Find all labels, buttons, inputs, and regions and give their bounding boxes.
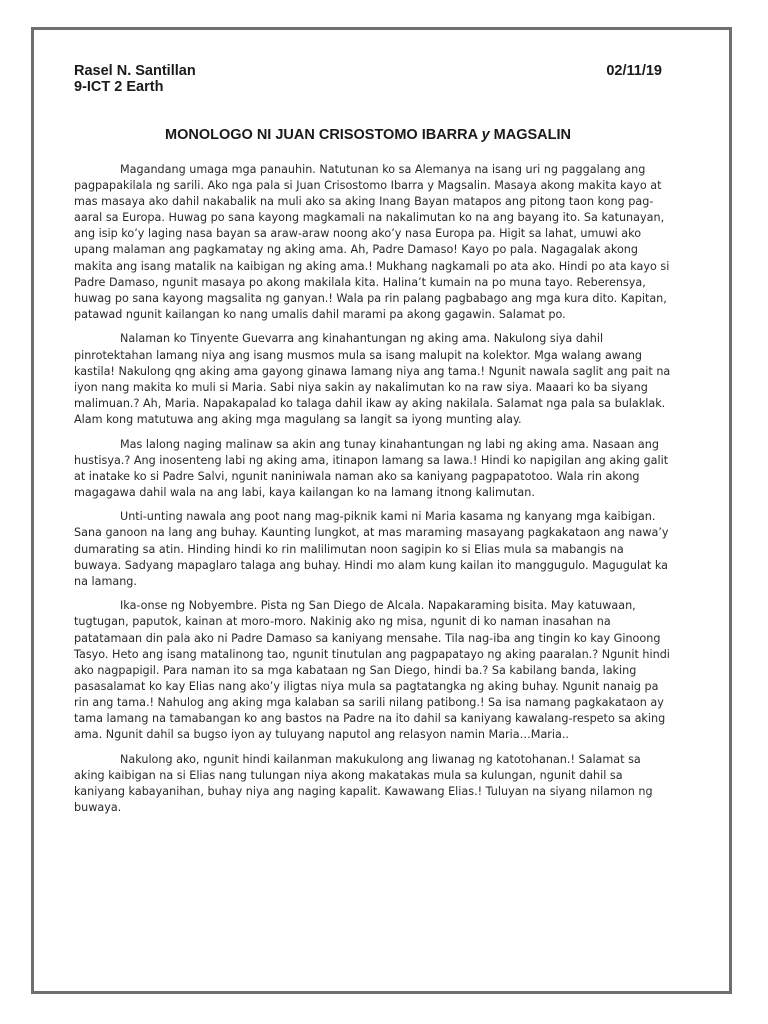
document-title bbox=[74, 127, 662, 143]
paragraph: Nakulong ako, ngunit hindi kailanman makukulong ang liwanag ng katotohanan.! Salamat sa aking kaibigan na si Elias nang tulungan niya akong makatakas mula sa kulungan, ngunit dahil sa kaniyang kabayanihan, buhay niya ang naging kapalit. Kawawang Elias.! Tuluyan na siyang nilamon ng buwaya. bbox=[74, 752, 653, 814]
document-header bbox=[74, 63, 662, 95]
paragraph: Mas lalong naging malinaw sa akin ang tunay kinahantungan ng labi ng aking ama. Nasaan ang hustisya.? Ang inosenteng labi ng aking ama, itinapon lamang sa lawa.! Hindi ko napigilan ang aking galit at inatake ko si Padre Salvi, ngunit naniniwala naman ako sa kaniyang pagpapatotoo. Wala rin akong magagawa dahil wala na ang labi, kaya kailangan ko na lamang itnong kalimutan. bbox=[74, 437, 669, 499]
class-section: 9-ICT 2 Earth bbox=[74, 79, 164, 95]
title-part-2: y bbox=[481, 127, 490, 143]
paragraph: Magandang umaga mga panauhin. Natutunan ko sa Alemanya na isang uri ng paggalang ang pagpapakilala ng sarili. Ako nga pala si Juan Crisostomo Ibarra y Magsalin. Masaya akong makita kayo at mas masaya ako dahil nakabalik na muli ako sa aking Inang Bayan matapos ang pitong taon kong pag-aaral sa Europa. Huwag po sana kayong magkamali na nakalimutan ko na ang bayang ito. Sa katunayan, ang isip ko’y laging nasa bayan sa araw-araw noong ako’y nasa Europa pa. Higit sa lahat, umuwi ako upang malaman ang pagkamatay ng aking ama. Ah, Padre Damaso! Kayo po pala. Nagagalak akong makita ang isang matalik na kaibigan ng aking ama.! Mukhang nagkamali po ata ako. Hindi po ata kayo si Padre Damaso, ngunit masaya po akong makilala kita. Halina’t kumain na po muna tayo. Reberensya, huwag po sana kayong magsalita ng ganyan.! Wala pa rin palang pagbabago ang mga kura dito. Kapitan, patawad ngunit kailangan ko nang umalis dahil marami pa akong gagawin. Salamat po. bbox=[74, 163, 670, 321]
author-name: Rasel N. Santillan bbox=[74, 63, 196, 79]
paragraph: Ika-onse ng Nobyembre. Pista ng San Diego de Alcala. Napakaraming bisita. May katuwaan, tugtugan, paputok, kainan at moro-moro. Nakinig ako ng misa, ngunit di ko naman inasahan na patatamaan din pala ako ni Padre Damaso sa kaniyang mensahe. Tila nag-iba ang tingin ko kay Ginoong Tasyo. Heto ang isang matalinong tao, ngunit tinutulan ang pagpapatayo ng aking paaralan.? Ngunit hindi ako nagpapigil. Para naman ito sa mga kabataan ng San Diego, hindi ba.? Sa kabilang banda, laking pasasalamat ko kay Elias nang ako’y iligtas niya mula sa pagtatangka ng aking buhay. Ngunit nanaig pa rin ang tama.! Nahulog ang aking mga kalaban sa sarili nilang patibong.! Sa isa namang pagkakataon ay tama lamang na tamabangan ko ang bastos na Padre na ito dahil sa kaniyang kawalang-respeto sa aking ama. Ngunit dahil sa bugso iyon ay tuluyang naputol ang relasyon namin Maria…Maria.. bbox=[74, 599, 670, 742]
paragraph: Nalaman ko Tinyente Guevarra ang kinahantungan ng aking ama. Nakulong siya dahil pinrotektahan lamang niya ang isang musmos mula sa isang malupit na kolektor. Mga walang awang kastila! Nakulong qng aking ama gayong ginawa lamang niya ang tama.! Ngunit nawala saglit ang pait na iyon nang makita ko muli si Maria. Sabi niya sakin ay nakalimutan ko na raw siya. Maaari ko ba siyang malimuan.? Ah, Maria. Napakapalad ko talaga dahil ikaw ay aking nakilala. Salamat nga pala sa bulaklak. Alam kong matutuwa ang aking mga magulang sa langit sa iyong munting alay. bbox=[74, 332, 671, 426]
monologue-body bbox=[74, 162, 674, 825]
document-page bbox=[31, 27, 732, 994]
title-part-3: MAGSALIN bbox=[489, 127, 572, 143]
title-part-1: MONOLOGO NI JUAN CRISOSTOMO IBARRA bbox=[164, 127, 482, 143]
paragraph: Unti-unting nawala ang poot nang mag-piknik kami ni Maria kasama ng kanyang mga kaibigan. Sana ganoon na lang ang buhay. Kaunting lungkot, at mas maraming masayang pagkakataon ang nawa’y dumarating sa atin. Hinding hindi ko rin malilimutan noon sagipin ko si Elias mula sa mabangis na buwaya. Sadyang mapaglaro talaga ang buhay. Hindi mo alam kung kailan ito manggugulo. Magugulat ka na lamang. bbox=[74, 510, 669, 588]
document-date: 02/11/19 bbox=[606, 63, 662, 79]
